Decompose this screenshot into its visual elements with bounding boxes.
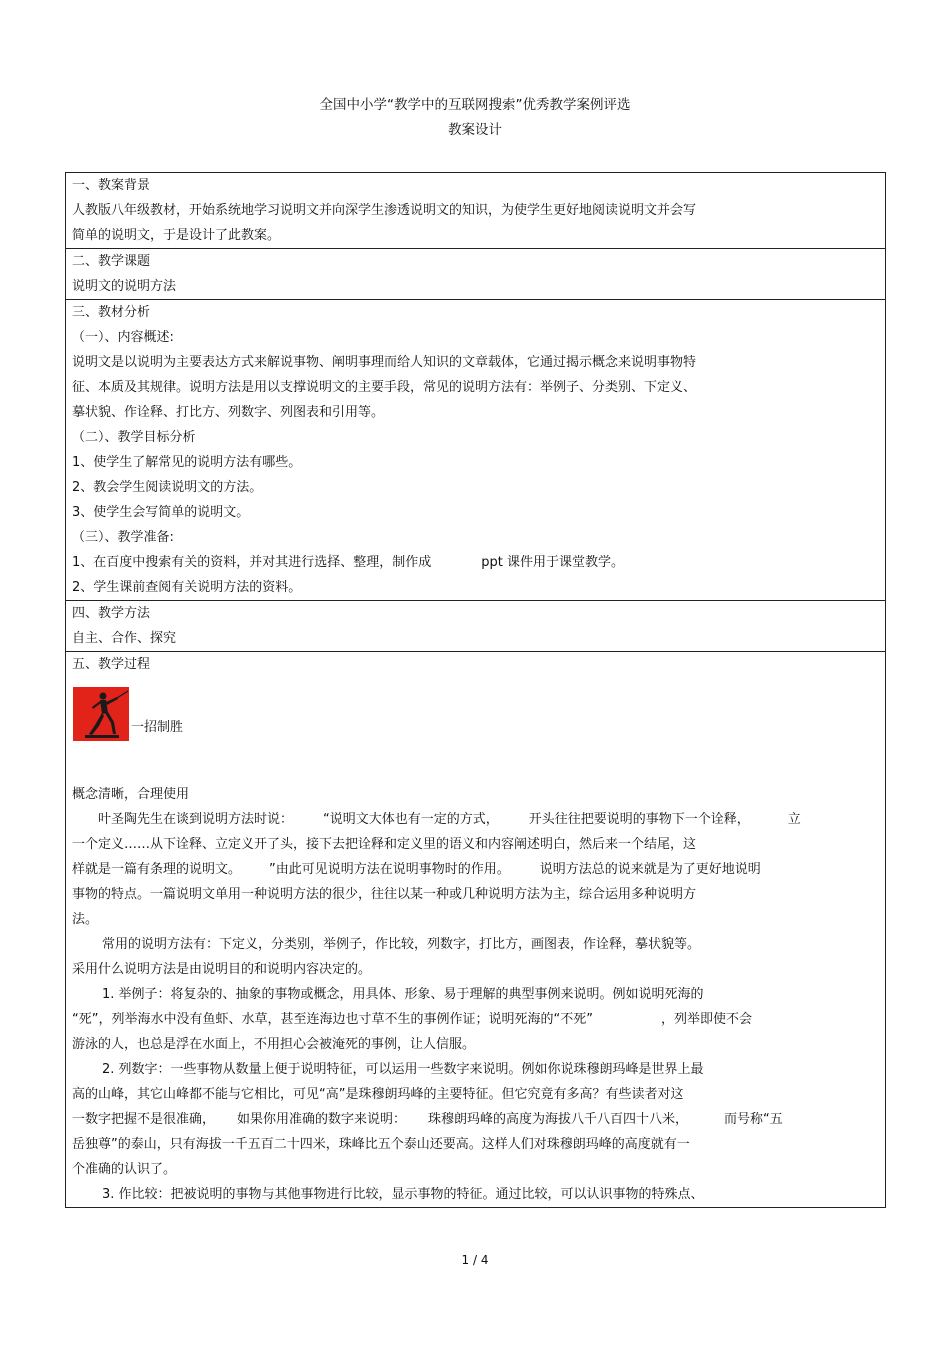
paragraph-line: 说明文的说明方法: [72, 279, 177, 294]
paragraph-line: 自主、合作、探究: [72, 631, 177, 646]
paragraph-line: 征、本质及其规律。说明方法是用以支撑说明文的主要手段，常见的说明方法有：举例子、分类别、下定义、: [72, 380, 697, 395]
section-method: [66, 601, 886, 652]
paragraph-line: 说明文是以说明为主要表达方式来解说事物、阐明事理而给人知识的文章载体，它通过揭示概念来说明事物特: [72, 355, 697, 370]
document-subtitle: 教案设计: [448, 122, 502, 138]
section-heading: 四、教学方法: [72, 606, 151, 621]
paragraph-line: 常用的说明方法有：下定义，分类别，举例子，作比较，列数字，打比方，画图表，作诠释，摹状貌等。: [102, 937, 701, 952]
logo-caption: 一招制胜: [131, 720, 184, 735]
page-number: 1 / 4: [461, 1253, 489, 1267]
fencer-icon: [73, 687, 129, 741]
paragraph-line: 叶圣陶先生在谈到说明方法时说： “说明文大体也有一定的方式， 开头往往把要说明的事物下一个诠释， 立: [98, 812, 801, 827]
paragraph-line: 一个定义……从下诠释、立定义开了头，接下去把诠释和定义里的语义和内容阐述明白，然后来一个结尾，这: [72, 837, 697, 852]
paragraph-line: 简单的说明文，于是设计了此教案。: [72, 228, 281, 243]
sub-heading: （一）、内容概述:: [72, 330, 174, 345]
list-item: 2、教会学生阅读说明文的方法。: [72, 480, 263, 495]
paragraph-line: 样就是一篇有条理的说明文。 ”由此可见说明方法在说明事物时的作用。 说明方法总的说来就是为了更好地说明: [72, 862, 761, 877]
sub-heading: 概念清晰，合理使用: [72, 787, 190, 802]
sub-heading: （二）、教学目标分析: [72, 430, 196, 445]
list-item: 3、使学生会写简单的说明文。: [72, 505, 250, 520]
fencer-logo-image: [73, 687, 129, 741]
section-heading: 三、教材分析: [72, 305, 151, 320]
lesson-plan-table: [65, 172, 886, 1208]
paragraph-line: 1. 举例子：将复杂的、抽象的事物或概念，用具体、形象、易于理解的典型事例来说明。例如说明死海的: [102, 987, 704, 1002]
paragraph-line: 高的山峰，其它山峰都不能与它相比，可见“高”是珠穆朗玛峰的主要特征。但它究竟有多高？有些读者对这: [72, 1087, 684, 1102]
logo-block: [72, 677, 879, 782]
paragraph-line: 事物的特点。一篇说明文单用一种说明方法的很少，往往以某一种或几种说明方法为主，综合运用多种说明方: [72, 887, 697, 902]
paragraph-line: 游泳的人，也总是浮在水面上，不用担心会被淹死的事例，让人信服。: [72, 1037, 476, 1052]
section-heading: 五、教学过程: [72, 657, 151, 672]
paragraph-line: 人教版八年级教材，开始系统地学习说明文并向深学生渗透说明文的知识，为使学生更好地阅读说明文并会写: [72, 203, 697, 218]
paragraph-line: 2. 列数字：一些事物从数量上便于说明特征，可以运用一些数字来说明。例如你说珠穆朗玛峰是世界上最: [102, 1062, 704, 1077]
section-heading: 二、教学课题: [72, 254, 151, 269]
document-title: 全国中小学“教学中的互联网搜索”优秀教学案例评选: [319, 97, 631, 113]
paragraph-line: 岳独尊”的泰山，只有海拔一千五百二十四米，珠峰比五个泰山还要高。这样人们对珠穆朗玛峰的高度就有一: [72, 1137, 690, 1152]
section-analysis: [66, 300, 886, 601]
paragraph-line: “死”，列举海水中没有鱼虾、水草，甚至连海边也寸草不生的事例作证；说明死海的“不死” ，列举即使不会: [72, 1012, 752, 1027]
list-item: 1、在百度中搜索有关的资料，并对其进行选择、整理，制作成 ppt 课件用于课堂教学。: [72, 555, 625, 570]
paragraph-line: 法。: [72, 912, 99, 927]
section-process: [66, 652, 886, 1208]
paragraph-line: 3. 作比较：把被说明的事物与其他事物进行比较，显示事物的特征。通过比较，可以认识事物的特殊点、: [102, 1187, 704, 1202]
section-heading: 一、教案背景: [72, 178, 151, 193]
sub-heading: （三）、教学准备:: [72, 530, 174, 545]
list-item: 2、学生课前查阅有关说明方法的资料。: [72, 580, 302, 595]
section-topic: [66, 249, 886, 300]
paragraph-line: 采用什么说明方法是由说明目的和说明内容决定的。: [72, 962, 372, 977]
section-background: [66, 173, 886, 249]
list-item: 1、使学生了解常见的说明方法有哪些。: [72, 455, 302, 470]
paragraph-line: 一数字把握不是很准确， 如果你用准确的数字来说明： 珠穆朗玛峰的高度为海拔八千八百四十八米， 而号称“五: [72, 1112, 783, 1127]
paragraph-line: 个准确的认识了。: [72, 1162, 177, 1177]
paragraph-line: 摹状貌、作诠释、打比方、列数字、列图表和引用等。: [72, 405, 385, 420]
